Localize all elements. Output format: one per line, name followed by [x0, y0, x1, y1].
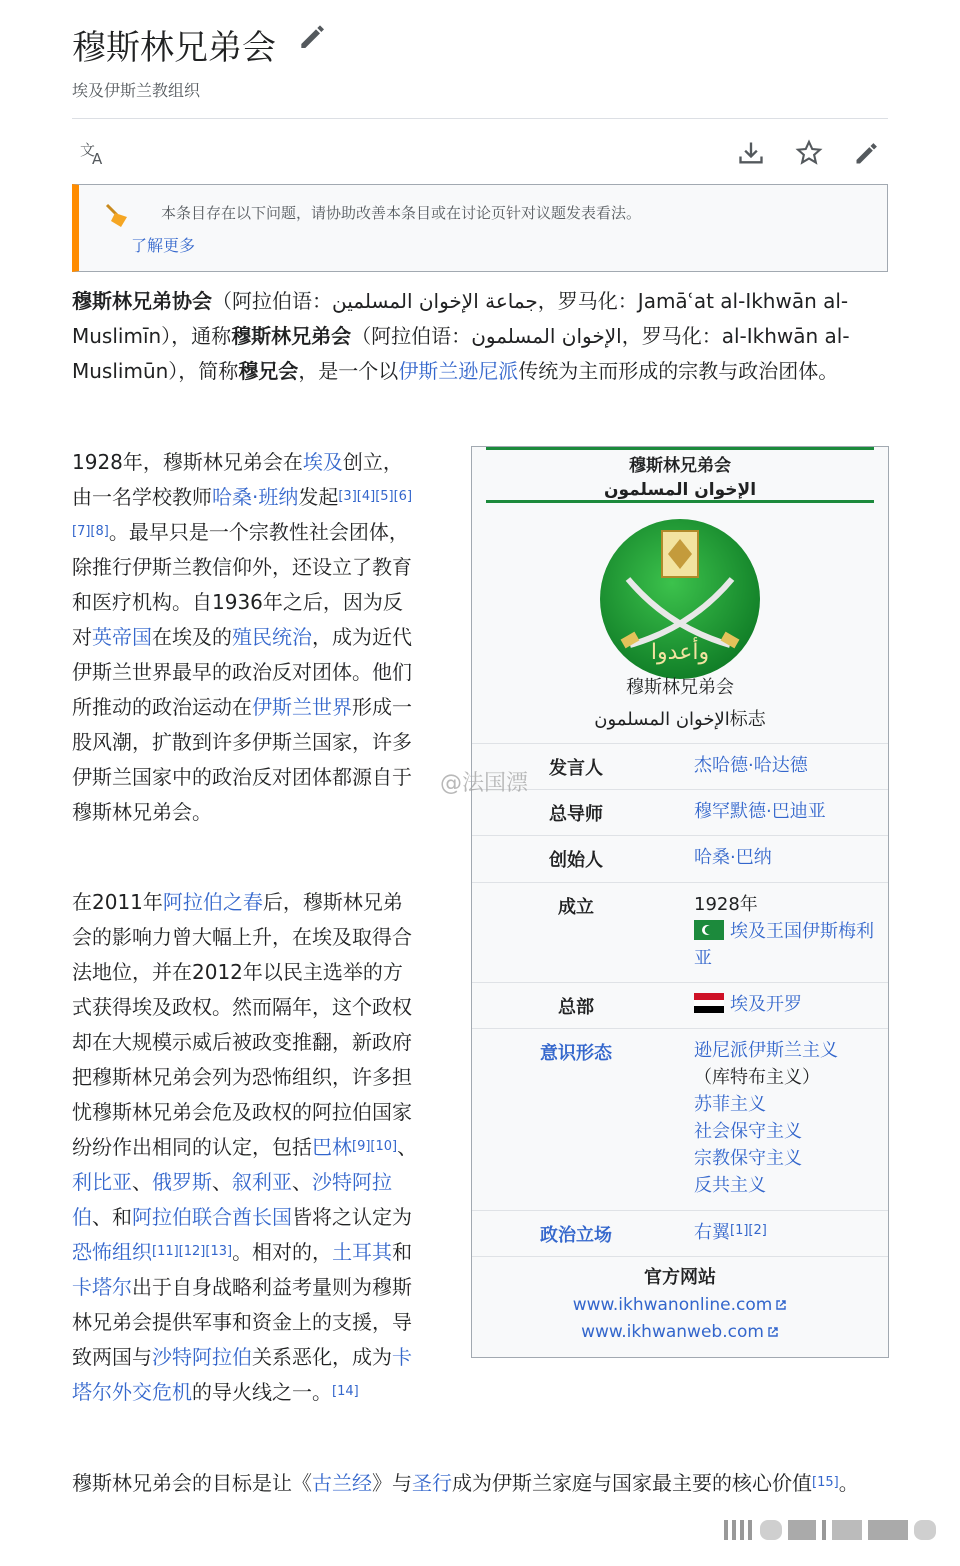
intro-paragraph — [72, 284, 888, 389]
infobox-value-link[interactable]: 杰哈德·哈达德 — [694, 755, 808, 776]
link-quran[interactable]: 古兰经 — [312, 1471, 372, 1495]
blurred-overlay — [724, 1516, 944, 1546]
page-title: 穆斯林兄弟会 — [72, 28, 276, 68]
text: 穆斯林兄弟会的目标是让《 — [72, 1471, 312, 1495]
emblem-logo[interactable] — [598, 517, 762, 681]
text: （阿拉伯语： — [351, 324, 472, 348]
text: 皆将之认定为 — [292, 1205, 412, 1229]
ideology-link[interactable]: 苏菲主义 — [694, 1094, 766, 1115]
infobox-row-website — [472, 1256, 888, 1359]
text: 。 — [838, 1471, 859, 1495]
link-qatar[interactable]: 卡塔尔 — [72, 1275, 132, 1299]
link-egypt[interactable]: 埃及 — [302, 450, 343, 474]
translate-icon[interactable] — [76, 136, 110, 170]
link-islamic-world[interactable]: 伊斯兰世界 — [252, 695, 352, 719]
reference-link[interactable]: [15] — [812, 1475, 839, 1490]
infobox-label: 创始人 — [549, 850, 603, 871]
bold-term: 穆斯林兄弟会 — [231, 324, 352, 348]
text: ，是一个以 — [298, 359, 399, 383]
text: 后，穆斯林兄弟会的影响力曾大幅上升，在埃及取得合法地位，并在2012年以民主选举的方式获得埃及政权。然而隔年，这个政权却在大规模示威后被政变推翻，新政府把穆斯林兄弟会列为恐怖组织，许多担忧穆斯林兄弟会危及政权的阿拉伯国家纷纷作出相同的认定，包括 — [72, 890, 412, 1159]
infobox — [471, 446, 889, 1358]
text: 发起 — [298, 485, 339, 509]
link-uae[interactable]: 阿拉伯联合酋长国 — [132, 1205, 292, 1229]
pencil-icon[interactable] — [850, 136, 884, 170]
svg-text:A: A — [92, 150, 103, 168]
header-divider — [72, 118, 888, 119]
infobox-row-hq — [472, 982, 888, 1029]
link-bahrain[interactable]: 巴林 — [312, 1135, 352, 1159]
link-saudi-arabia[interactable]: 沙特阿拉伯 — [152, 1345, 252, 1369]
text: 传统为主而形成的宗教与政治团体。 — [518, 359, 839, 383]
link-syria[interactable]: 叙利亚 — [232, 1170, 292, 1194]
ideology-link[interactable]: 宗教保守主义 — [694, 1148, 802, 1169]
text: 、 — [212, 1170, 232, 1194]
reference-link[interactable]: [9][10] — [352, 1139, 398, 1154]
external-link-icon — [775, 1299, 787, 1311]
ideology-link[interactable]: 反共主义 — [694, 1175, 766, 1196]
notice-learn-more-link[interactable]: 了解更多 — [131, 236, 196, 255]
text: 。相对的， — [232, 1240, 333, 1264]
infobox-value — [694, 1219, 884, 1246]
ideology-note: （库特布主义） — [694, 1067, 820, 1088]
logo-caption-ar: الإخوان المسلمون标志 — [594, 709, 766, 730]
star-icon[interactable] — [792, 136, 826, 170]
arabic-name: الإخوان المسلمون — [471, 324, 622, 348]
infobox-label: 发言人 — [549, 758, 603, 779]
text: 成为伊斯兰家庭与国家最主要的核心价值 — [452, 1471, 812, 1495]
infobox-value-link[interactable]: 右翼 — [694, 1222, 730, 1243]
link-hassan-al-banna[interactable]: 哈桑·班纳 — [212, 485, 299, 509]
infobox-value-link[interactable]: 埃及王国伊斯梅利亚 — [694, 921, 874, 969]
text: 创立，由一名学校教师 — [72, 450, 403, 509]
infobox-label: 总导师 — [549, 804, 603, 825]
kingdom-of-egypt-flag-icon — [694, 920, 724, 940]
text: 在埃及的 — [152, 625, 232, 649]
watermark: @法国漂 — [440, 771, 529, 796]
infobox-label-link[interactable]: 意识形态 — [540, 1043, 612, 1064]
logo-caption: 穆斯林兄弟会 — [626, 677, 734, 698]
infobox-row-spokesperson — [472, 743, 888, 790]
infobox-label-link[interactable]: 政治立场 — [540, 1225, 612, 1246]
website-link[interactable]: www.ikhwanonline.com — [572, 1295, 773, 1315]
link-russia[interactable]: 俄罗斯 — [152, 1170, 212, 1194]
page-subtitle: 埃及伊斯兰教组织 — [72, 81, 201, 100]
text: 。最早只是一个宗教性社会团体，除推行伊斯兰教信仰外，还设立了教育和医疗机构。自1936年之后，因为反对 — [72, 520, 412, 649]
ideology-link[interactable]: 社会保守主义 — [694, 1121, 802, 1142]
infobox-value-link[interactable]: 埃及开罗 — [730, 994, 802, 1015]
infobox-value — [694, 1037, 884, 1199]
download-icon[interactable] — [734, 136, 768, 170]
pencil-icon[interactable] — [296, 20, 328, 52]
text: ，成为近代伊斯兰世界最早的政治反对团体。他们所推动的政治运动在 — [72, 625, 412, 719]
link-turkey[interactable]: 土耳其 — [332, 1240, 393, 1264]
bold-term: 穆斯林兄弟协会 — [72, 289, 212, 313]
text: 、 — [292, 1170, 312, 1194]
text: 的导火线之一。 — [192, 1380, 332, 1404]
text: 出于自身战略利益考量则为穆斯林兄弟会提供军事和资金上的支援，导致两国与 — [72, 1275, 412, 1369]
text: 形成一股风潮，扩散到许多伊斯兰国家，许多伊斯兰国家中的政治反对团体都源自于穆斯林兄弟会。 — [72, 695, 412, 824]
issue-notice — [72, 184, 888, 272]
text: 关系恶化，成为 — [252, 1345, 392, 1369]
arabic-name: جماعة الإخوان المسلمين — [332, 289, 538, 313]
infobox-label: 成立 — [558, 897, 594, 918]
modern-history-paragraph — [72, 885, 422, 1410]
text: （阿拉伯语： — [212, 289, 332, 313]
text: ，罗马化：al-Ikhwān al-Muslimūn），简称 — [72, 324, 850, 383]
reference-link[interactable]: [1][2] — [730, 1223, 767, 1238]
link-terrorist-organization[interactable]: 恐怖组织 — [72, 1240, 152, 1264]
text: 和 — [392, 1240, 413, 1264]
notice-text: 本条目存在以下问题，请协助改善本条目或在讨论页针对议题发表看法。 — [161, 204, 642, 222]
reference-link[interactable]: [3][4][5][6][7][8] — [72, 489, 413, 539]
ideology-link[interactable]: 逊尼派伊斯兰主义 — [694, 1040, 838, 1061]
reference-link[interactable]: [14] — [332, 1384, 359, 1399]
svg-text:وأعدوا: وأعدوا — [650, 640, 710, 665]
bold-term: 穆兄会 — [238, 359, 299, 383]
broom-icon — [103, 201, 131, 229]
website-link[interactable]: www.ikhwanweb.com — [581, 1322, 764, 1342]
infobox-header — [486, 447, 874, 503]
text: 1928年，穆斯林兄弟会在 — [72, 450, 303, 474]
link-libya[interactable]: 利比亚 — [72, 1170, 132, 1194]
infobox-row-guide — [472, 789, 888, 836]
link-british-empire[interactable]: 英帝国 — [92, 625, 152, 649]
goals-paragraph — [72, 1466, 888, 1501]
link-sunnah[interactable]: 圣行 — [412, 1471, 452, 1495]
text: 、 — [132, 1170, 152, 1194]
link-arab-spring[interactable]: 阿拉伯之春 — [162, 890, 263, 914]
link-sunni[interactable]: 伊斯兰逊尼派 — [398, 359, 519, 383]
history-paragraph — [72, 445, 422, 830]
infobox-value — [694, 891, 884, 972]
infobox-title-ar: الإخوان المسلمون — [603, 480, 757, 500]
infobox-value-link[interactable]: 穆罕默德·巴迪亚 — [694, 801, 826, 822]
infobox-row-ideology — [472, 1028, 888, 1211]
text: 》与 — [372, 1471, 412, 1495]
link-qatar-crisis[interactable]: 卡塔尔外交危机 — [72, 1345, 412, 1404]
infobox-row-position — [472, 1210, 888, 1257]
external-link-icon — [767, 1326, 779, 1338]
infobox-label: 总部 — [558, 997, 594, 1018]
text: 、和 — [92, 1205, 132, 1229]
infobox-row-founder — [472, 835, 888, 883]
link-saudi-arabia[interactable]: 沙特阿拉伯 — [72, 1170, 392, 1229]
text: ，罗马化：Jamāʿat al-Ikhwān al-Muslimīn），通称 — [72, 289, 849, 348]
infobox-value-link[interactable]: 哈桑·巴纳 — [694, 847, 772, 868]
svg-text:文: 文 — [80, 141, 96, 159]
reference-link[interactable]: [11][12][13] — [152, 1244, 233, 1259]
link-colonial-rule[interactable]: 殖民统治 — [232, 625, 312, 649]
text: 在2011年 — [72, 890, 163, 914]
egypt-flag-icon — [694, 993, 724, 1013]
infobox-value — [694, 991, 884, 1018]
text: 、 — [397, 1135, 418, 1159]
infobox-title-zh: 穆斯林兄弟会 — [629, 456, 731, 476]
infobox-row-founded — [472, 882, 888, 983]
founded-year: 1928年 — [694, 894, 758, 915]
website-title: 官方网站 — [644, 1267, 716, 1288]
